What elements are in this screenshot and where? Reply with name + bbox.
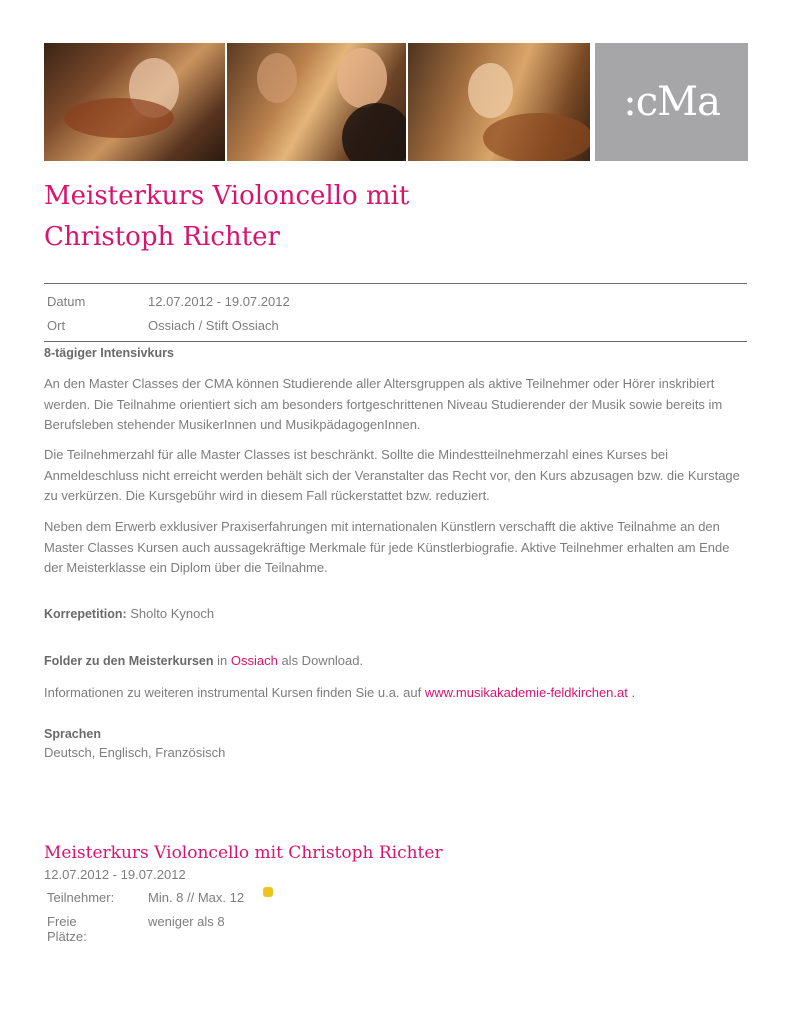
info-line [44,685,635,700]
banner-photo-violinist [44,43,225,161]
ort-label: Ort [47,318,66,333]
summary-title: Meisterkurs Violoncello mit Christoph Richter [44,843,443,863]
info-line-text: Informationen zu weiteren instrumental Kursen finden Sie u.a. auf [44,685,422,700]
folder-download-link[interactable]: Ossiach [230,653,278,668]
teilnehmer-label: Teilnehmer: [47,890,115,905]
musikakademie-link[interactable]: www.musikakademie-feldkirchen.at [424,685,628,700]
folder-line [44,653,363,668]
header-banner [44,43,748,161]
availability-status-indicator [263,887,273,897]
description-paragraph-2: Die Teilnehmerzahl für alle Master Classes ist beschränkt. Sollte die Mindestteilnehmerzahl eines Kurses bei Anmeldeschluss nicht erreicht werden behält sich der Veranstalter das Recht vor, den Kurs abzusagen bzw. die Kurstage zu verkürzen. Die Kursgebühr wird in diesem Fall rückerstattet bzw. reduziert. [44,447,740,503]
korrepetition-line [44,606,214,621]
datum-label: Datum [47,294,86,309]
page-title-line2: Christoph Richter [44,222,280,252]
plaetze-value: weniger als 8 [148,914,225,929]
banner-photo-orchestra [408,43,590,161]
banner-photo-trumpet [227,43,407,161]
page-title [44,176,684,258]
folder-in-text: in [217,653,228,668]
description-paragraph-3: Neben dem Erwerb exklusiver Praxiserfahrungen mit internationalen Künstlern verschafft die aktive Teilnahme an den Master Classes Kursen auch aussagekräftige Merkmale für jede Künstlerbiografie. Aktive Teilnehmer erhalten am Ende der Meisterklasse ein Diplom über die Teilnahme. [44,519,730,575]
korrepetition-value: Sholto Kynoch [130,606,215,621]
teilnehmer-value: Min. 8 // Max. 12 [148,890,245,905]
sprachen-value: Deutsch, Englisch, Französisch [44,745,226,760]
folder-suffix: als Download. [281,653,364,668]
page-title-line1: Meisterkurs Violoncello mit [44,181,410,211]
cma-logo-text: :cMa [623,79,720,125]
cma-logo [595,43,748,161]
divider-bottom [44,341,747,342]
course-subtitle: 8-tägiger Intensivkurs [44,346,174,360]
folder-label: Folder zu den Meisterkursen [44,654,214,668]
sprachen-label: Sprachen [44,727,101,741]
summary-date: 12.07.2012 - 19.07.2012 [44,867,186,882]
ort-value: Ossiach / Stift Ossiach [148,318,279,333]
description-paragraph-1: An den Master Classes der CMA können Studierende aller Altersgruppen als aktive Teilnehmer oder Hörer inskribiert werden. Die Teilnahme orientiert sich am besonders fortgeschrittenen Niveau Studierender der Musik sowie bereits im Berufsleben stehender MusikerInnen und MusikpädagogenInnen. [44,376,723,432]
divider-top [44,283,747,284]
info-line-suffix: . [631,685,636,700]
plaetze-label: Freie Plätze: [47,914,87,944]
datum-value: 12.07.2012 - 19.07.2012 [148,294,290,309]
korrepetition-label: Korrepetition: [44,607,127,621]
